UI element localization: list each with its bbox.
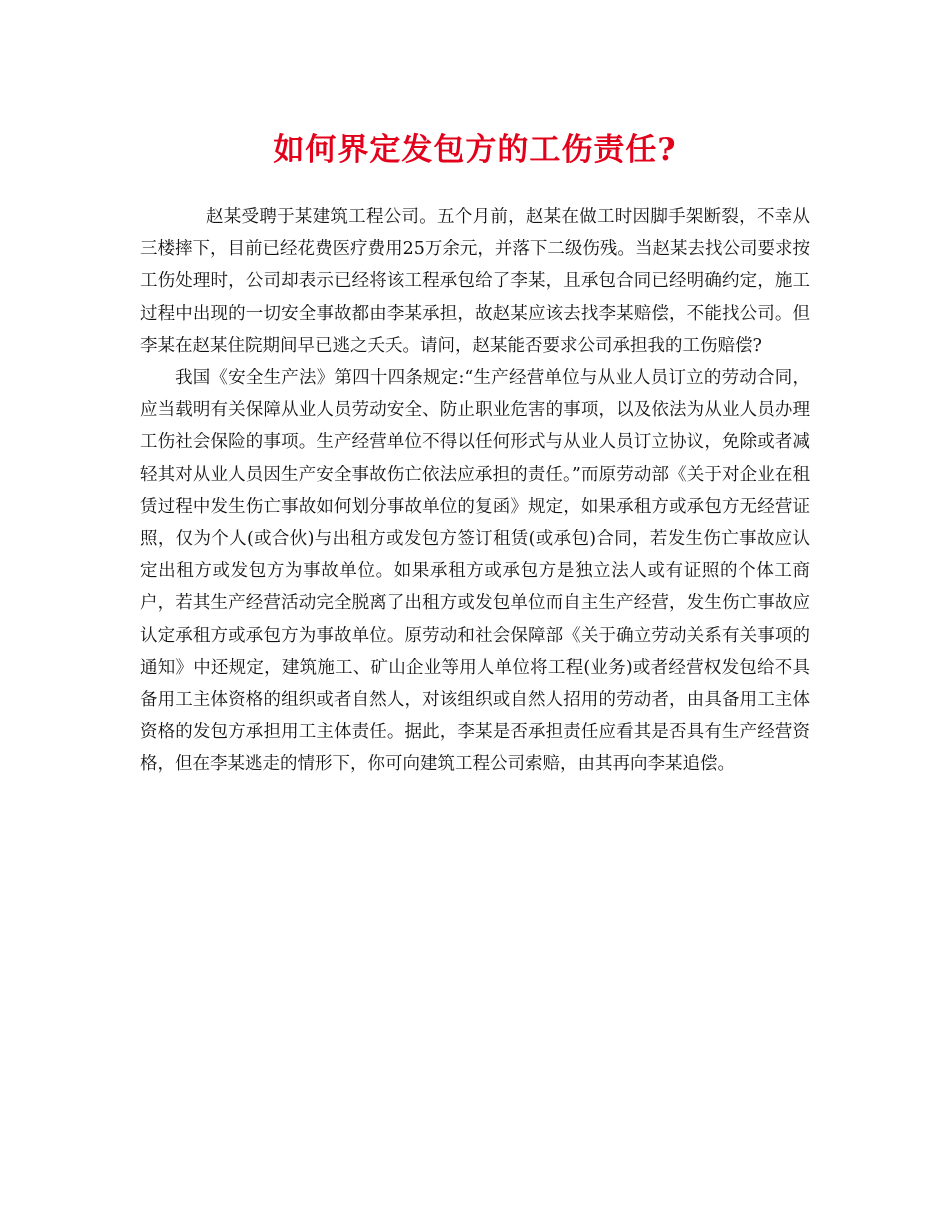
paragraph-case-description: 赵某受聘于某建筑工程公司。五个月前，赵某在做工时因脚手架断裂，不幸从三楼摔下，目前已经花费医疗费用25万余元，并落下二级伤残。当赵某去找公司要求按工伤处理时，公司却表示已经将该工程承包给了李某，且承包合同已经明确约定，施工过程中出现的一切安全事故都由李某承担，故赵某应该去找李某赔偿，不能找公司。但李某在赵某住院期间早已逃之夭夭。请问，赵某能否要求公司承担我的工伤赔偿? [140,207,810,356]
document-title: 如何界定发包方的工伤责任? [273,132,677,168]
paragraph-legal-analysis: 我国《安全生产法》第四十四条规定:“生产经营单位与从业人员订立的劳动合同，应当载明有关保障从业人员劳动安全、防止职业危害的事项，以及依法为从业人员办理工伤社会保险的事项。生产经营单位不得以任何形式与从业人员订立协议，免除或者减轻其对从业人员因生产安全事故伤亡依法应承担的责任。”而原劳动部《关于对企业在租赁过程中发生伤亡事故如何划分事故单位的复函》规定，如果承租方或承包方无经营证照，仅为个人(或合伙)与出租方或发包方签订租赁(或承包)合同，若发生伤亡事故应认定出租方或发包方为事故单位。如果承租方或承包方是独立法人或有证照的个体工商户，若其生产经营活动完全脱离了出租方或发包单位而自主生产经营，发生伤亡事故应认定承租方或承包方为事故单位。原劳动和社会保障部《关于确立劳动关系有关事项的通知》中还规定，建筑施工、矿山企业等用人单位将工程(业务)或者经营权发包给不具备用工主体资格的组织或者自然人，对该组织或自然人招用的劳动者，由具备用工主体资格的发包方承担用工主体责任。据此，李某是否承担责任应看其是否具有生产经营资格，但在李某逃走的情形下，你可向建筑工程公司索赔，由其再向李某追偿。 [140,368,810,775]
document-body [140,201,810,781]
